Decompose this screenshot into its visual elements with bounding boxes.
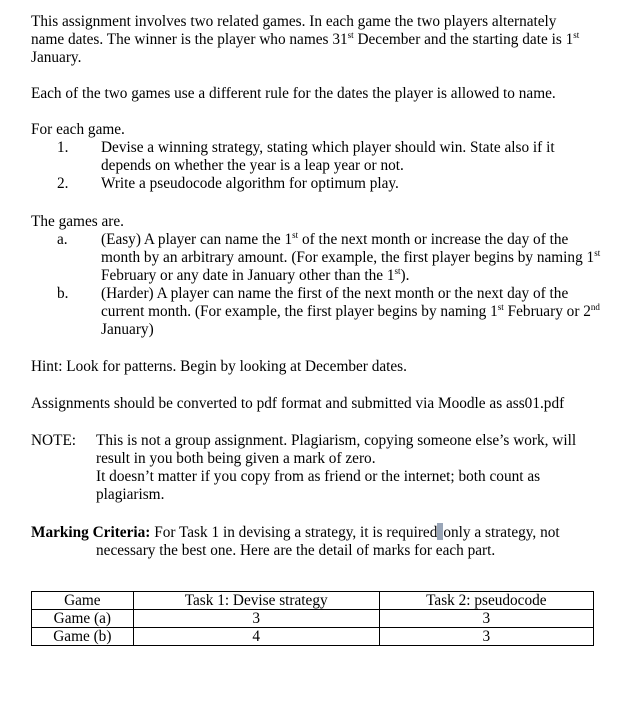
submission-text: Assignments should be converted to pdf format and submitted via Moodle as ass01.pdf	[31, 395, 565, 412]
rules-paragraph: Each of the two games use a different rule for the dates the player is allowed to name.	[31, 85, 556, 102]
list-item: a. (Easy) A player can name the 1st of the next month or increase the day of the month by an arbitrary amount. (For example, the first player begins by naming 1st February or any date in January other than the 1st).	[31, 231, 603, 285]
tasks-heading: For each game.	[31, 121, 125, 138]
list-item: 1. Devise a winning strategy, stating which player should win. State also if it depends on whether the year is a leap year or not.	[57, 139, 555, 174]
note-block: NOTE: This is not a group assignment. Plagiarism, copying someone else’s work, will result in you both being given a mark of zero. It doesn’t matter if you copy from as friend or the internet; both count as plagiarism.	[31, 432, 603, 504]
note-line: This is not a group assignment. Plagiarism, copying someone else’s work, will result in you both being given a mark of zero.	[96, 432, 577, 467]
game-b-description: (Harder) A player can name the first of the next month or the next day of the current month. (For example, the first player begins by naming 1st February or 2nd January)	[101, 285, 600, 338]
assignment-document: This assignment involves two related games. In each game the two players alternately name dates. The winner is the player who names 31st December and the starting date is 1st January. Each of the two games use a different rule for the dates the player is allowed to name. For each game. 1. Devise a winning strategy, stating which player should win. State also if it depends on whether the year is a leap year or not. 2. Write a pseudocode algorithm for optimum play. The games are. a. (Easy) A player can name the 1st of the next month or increase the day of the month by an arbitrary amount. (For example, the first player begins by naming 1st February or any date in January other than the 1st). b. (Harder) A player can name the first of the next month or the next day of the current month. (For example, the first player begins by naming 1st February or 2nd January) Hint: Look for patterns. Begin by looking at December dates. Assignments should be converted to pdf format and submitted via Moodle as ass01.pdf NOTE: This is not a group assignment. Plagiarism, copying someone else’s work, will result in you both being given a mark of zero. It doesn’t matter if you copy from as friend or the internet; both count as plagiarism. Marking Criteria: For Task 1 in devising a strategy, it is required only a strategy, not necessary the best one. Here are the detail of marks for each part.	[31, 13, 603, 560]
games-list	[31, 231, 603, 339]
list-item: 2. Write a pseudocode algorithm for optimum play.	[57, 175, 399, 192]
table-row: Game (b) 4 3	[32, 628, 594, 646]
game-a-description: (Easy) A player can name the 1st of the next month or increase the day of the month by an arbitrary amount. (For example, the first player begins by naming 1st February or any date in January other than the 1st).	[101, 230, 601, 284]
marking-criteria: Marking Criteria: For Task 1 in devising a strategy, it is required only a strategy, not	[31, 524, 560, 541]
list-item: b. (Harder) A player can name the first of the next month or the next day of the current month. (For example, the first player begins by naming 1st February or 2nd January)	[31, 285, 603, 339]
marks-table	[31, 591, 594, 646]
table-header-row: Game Task 1: Devise strategy Task 2: pseudocode	[32, 592, 594, 610]
games-heading: The games are.	[31, 213, 125, 230]
hint-text: Hint: Look for patterns. Begin by looking at December dates.	[31, 358, 407, 375]
intro-paragraph: This assignment involves two related games. In each game the two players alternately name dates. The winner is the player who names 31st December and the starting date is 1st January.	[31, 13, 580, 66]
tasks-list	[31, 139, 603, 193]
note-line: It doesn’t matter if you copy from as friend or the internet; both count as plagiarism.	[96, 468, 541, 503]
table-row: Game (a) 3 3	[32, 610, 594, 628]
